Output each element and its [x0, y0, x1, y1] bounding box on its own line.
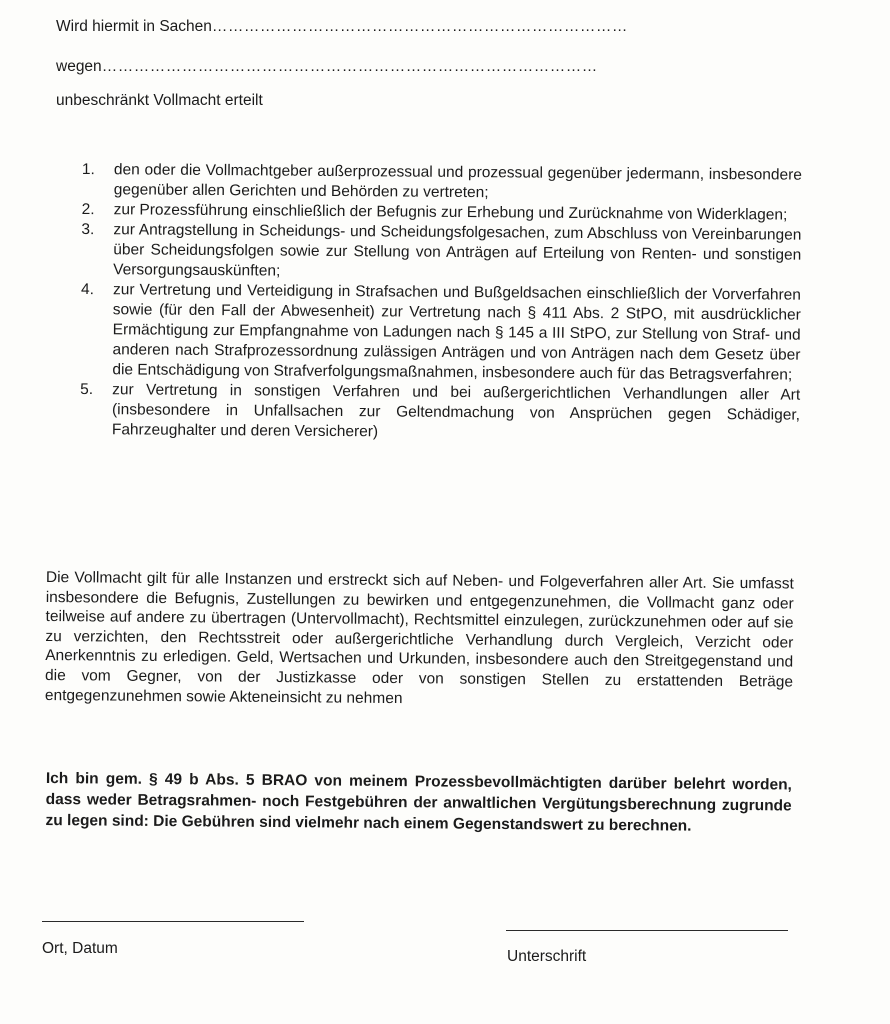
item-text: zur Vertretung in sonstigen Verfahren und bei außergerichtlichen Verhandlungen aller Art (insbesondere in Unfallsachen zur Geltendmachung von Ansprüchen gegen Schädiger, Fahrzeughalter und deren Versicherer) [111, 381, 801, 441]
sachen-label: Wird hiermit in Sachen [56, 18, 212, 35]
list-item [80, 380, 800, 446]
list-item [81, 220, 801, 286]
signature-label: Unterschrift [507, 948, 587, 965]
item-number: 3. [81, 220, 95, 239]
item-number: 4. [80, 280, 94, 299]
item-number: 2. [81, 200, 95, 219]
sachen-dots: …………………………………………………………………… [211, 18, 628, 35]
place-date-label: Ort, Datum [42, 940, 118, 957]
place-date-line [42, 921, 304, 922]
granted-line: unbeschränkt Vollmacht erteilt [56, 92, 263, 109]
scope-paragraph: Die Vollmacht gilt für alle Instanzen und erstreckt sich auf Neben- und Folgeverfahren aller Art. Sie umfasst insbesondere die Befugnis, Zustellungen zu bewirken und entgegenzunehmen, die Vollmacht ganz oder teilweise auf andere zu übertragen (Untervollmacht), Rechtsmittel einzulegen, zurückzunehmen oder auf sie zu verzichten, den Rechtsstreit oder außergerichtliche Verhandlung durch Vergleich, Verzicht oder Anerkenntnis zu erledigen. Geld, Wertsachen und Urkunden, insbesondere auch den Streitgegenstand und die vom Gegner, von der Justizkasse oder von sonstigen Stellen zu erstattenden Beträge entgegenzunehmen sowie Akteneinsicht zu nehmen [44, 568, 794, 707]
item-number: 5. [80, 380, 94, 399]
signature-line [506, 930, 788, 931]
wegen-line [56, 58, 598, 76]
list-item [82, 160, 802, 206]
brao-notice: Ich bin gem. § 49 b Abs. 5 BRAO von meinem Prozessbevollmächtigten darüber belehrt worden, dass weder Betragsrahmen- noch Festgebühren der anwaltlichen Vergütungsberechnung zugrunde zu legen sind: Die Gebühren sind vielmehr nach einem Gegenstandswert zu berechnen. [45, 769, 792, 835]
list-item [80, 280, 801, 386]
item-text: zur Prozessführung einschließlich der Befugnis zur Erhebung und Zurücknahme von Widerklagen; [113, 201, 788, 224]
item-text: zur Antragstellung in Scheidungs- und Scheidungsfolgesachen, zum Abschluss von Vereinbarungen über Scheidungsfolgen sowie zur Stellung von Anträgen auf Erteilung von Renten- und sonstigen Versorgungsauskünften; [113, 221, 802, 280]
wegen-label: wegen [56, 58, 102, 75]
sachen-line [56, 18, 628, 36]
item-text: den oder die Vollmachtgeber außerprozessual und prozessual gegenüber jedermann, insbesondere gegenüber allen Gerichten und Behörden zu vertreten; [113, 161, 802, 202]
item-text: zur Vertretung und Verteidigung in Strafsachen und Bußgeldsachen einschließlich der Vorverfahren sowie (für den Fall der Abwesenheit) zur Vertretung nach § 411 Abs. 2 StPO, mit ausdrücklicher Ermächtigung zur Empfangnahme von Ladungen nach § 145 a III StPO, zur Stellung von Straf- und anderen nach Strafprozessordnung zulässigen Anträgen und von Anträgen nach dem Gesetz über die Entschädigung von Strafverfolgungsmaßnahmen, insbesondere auch für das Betragsverfahren; [112, 281, 802, 384]
item-number: 1. [81, 160, 95, 179]
wegen-dots: ………………………………………………………………………………… [101, 58, 598, 75]
authority-list [80, 160, 802, 446]
